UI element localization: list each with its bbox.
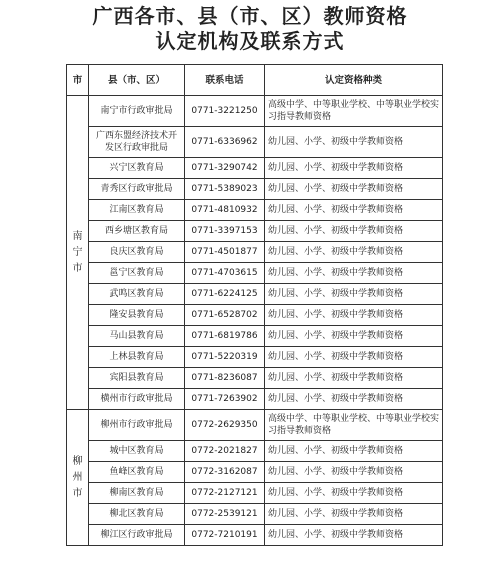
table-row — [67, 242, 443, 263]
table-row — [67, 200, 443, 221]
phone-cell: 0772-3162087 — [185, 462, 265, 483]
phone-cell: 0771-5389023 — [185, 179, 265, 200]
phone-cell: 0771-6224125 — [185, 284, 265, 305]
qualification-types-cell: 幼儿园、小学、初级中学教师资格 — [265, 483, 443, 504]
city-cell: 柳州市 — [67, 410, 89, 546]
qualification-types-cell: 幼儿园、小学、初级中学教师资格 — [265, 462, 443, 483]
table-row — [67, 221, 443, 242]
county-agency-cell: 南宁市行政审批局 — [89, 96, 185, 127]
table-row — [67, 127, 443, 158]
phone-cell: 0772-2021827 — [185, 441, 265, 462]
header-city: 市 — [67, 65, 89, 96]
table-row — [67, 347, 443, 368]
county-agency-cell: 宾阳县教育局 — [89, 368, 185, 389]
qualification-types-cell: 幼儿园、小学、初级中学教师资格 — [265, 504, 443, 525]
table-row — [67, 368, 443, 389]
qualification-types-cell: 幼儿园、小学、初级中学教师资格 — [265, 179, 443, 200]
table-row — [67, 326, 443, 347]
table-row — [67, 179, 443, 200]
qualification-types-cell: 幼儿园、小学、初级中学教师资格 — [265, 127, 443, 158]
phone-cell: 0771-8236087 — [185, 368, 265, 389]
agency-table — [66, 64, 443, 546]
table-header-row — [67, 65, 443, 96]
table-row — [67, 525, 443, 546]
table-body — [67, 96, 443, 546]
county-agency-cell: 柳江区行政审批局 — [89, 525, 185, 546]
county-agency-cell: 青秀区行政审批局 — [89, 179, 185, 200]
qualification-types-cell: 幼儿园、小学、初级中学教师资格 — [265, 284, 443, 305]
county-agency-cell: 隆安县教育局 — [89, 305, 185, 326]
table-row — [67, 504, 443, 525]
phone-cell: 0772-2629350 — [185, 410, 265, 441]
county-agency-cell: 兴宁区教育局 — [89, 158, 185, 179]
qualification-types-cell: 幼儿园、小学、初级中学教师资格 — [265, 347, 443, 368]
phone-cell: 0771-3397153 — [185, 221, 265, 242]
table-row — [67, 96, 443, 127]
county-agency-cell: 江南区教育局 — [89, 200, 185, 221]
county-agency-cell: 西乡塘区教育局 — [89, 221, 185, 242]
qualification-types-cell: 幼儿园、小学、初级中学教师资格 — [265, 389, 443, 410]
county-agency-cell: 武鸣区教育局 — [89, 284, 185, 305]
table-row — [67, 284, 443, 305]
qualification-types-cell: 幼儿园、小学、初级中学教师资格 — [265, 368, 443, 389]
county-agency-cell: 柳北区教育局 — [89, 504, 185, 525]
county-agency-cell: 邕宁区教育局 — [89, 263, 185, 284]
county-agency-cell: 横州市行政审批局 — [89, 389, 185, 410]
qualification-types-cell: 幼儿园、小学、初级中学教师资格 — [265, 200, 443, 221]
qualification-types-cell: 幼儿园、小学、初级中学教师资格 — [265, 158, 443, 179]
table-row — [67, 441, 443, 462]
phone-cell: 0771-3290742 — [185, 158, 265, 179]
phone-cell: 0771-6819786 — [185, 326, 265, 347]
phone-cell: 0771-7263902 — [185, 389, 265, 410]
qualification-types-cell: 幼儿园、小学、初级中学教师资格 — [265, 221, 443, 242]
table-row — [67, 158, 443, 179]
county-agency-cell: 柳州市行政审批局 — [89, 410, 185, 441]
phone-cell: 0772-2127121 — [185, 483, 265, 504]
county-agency-cell: 上林县教育局 — [89, 347, 185, 368]
county-agency-cell: 城中区教育局 — [89, 441, 185, 462]
title-line-2: 认定机构及联系方式 — [155, 29, 345, 53]
county-agency-cell: 鱼峰区教育局 — [89, 462, 185, 483]
phone-cell: 0772-2539121 — [185, 504, 265, 525]
table-row — [67, 263, 443, 284]
phone-cell: 0772-7210191 — [185, 525, 265, 546]
header-county: 县（市、区） — [89, 65, 185, 96]
table-row — [67, 389, 443, 410]
phone-cell: 0771-5220319 — [185, 347, 265, 368]
phone-cell: 0771-6336962 — [185, 127, 265, 158]
qualification-types-cell: 幼儿园、小学、初级中学教师资格 — [265, 242, 443, 263]
table-row — [67, 483, 443, 504]
table-row — [67, 410, 443, 441]
table-row — [67, 305, 443, 326]
header-types: 认定资格种类 — [265, 65, 443, 96]
header-phone: 联系电话 — [185, 65, 265, 96]
phone-cell: 0771-3221250 — [185, 96, 265, 127]
qualification-types-cell: 幼儿园、小学、初级中学教师资格 — [265, 305, 443, 326]
phone-cell: 0771-4810932 — [185, 200, 265, 221]
phone-cell: 0771-4501877 — [185, 242, 265, 263]
phone-cell: 0771-6528702 — [185, 305, 265, 326]
qualification-types-cell: 幼儿园、小学、初级中学教师资格 — [265, 525, 443, 546]
county-agency-cell: 柳南区教育局 — [89, 483, 185, 504]
qualification-types-cell: 高级中学、中等职业学校、中等职业学校实习指导教师资格 — [265, 96, 443, 127]
county-agency-cell: 马山县教育局 — [89, 326, 185, 347]
phone-cell: 0771-4703615 — [185, 263, 265, 284]
qualification-types-cell: 幼儿园、小学、初级中学教师资格 — [265, 326, 443, 347]
table-row — [67, 462, 443, 483]
county-agency-cell: 良庆区教育局 — [89, 242, 185, 263]
county-agency-cell: 广西东盟经济技术开发区行政审批局 — [89, 127, 185, 158]
title-line-1: 广西各市、县（市、区）教师资格 — [92, 4, 408, 28]
qualification-types-cell: 幼儿园、小学、初级中学教师资格 — [265, 263, 443, 284]
city-cell: 南宁市 — [67, 96, 89, 410]
qualification-types-cell: 高级中学、中等职业学校、中等职业学校实习指导教师资格 — [265, 410, 443, 441]
document-title — [0, 4, 500, 54]
qualification-types-cell: 幼儿园、小学、初级中学教师资格 — [265, 441, 443, 462]
